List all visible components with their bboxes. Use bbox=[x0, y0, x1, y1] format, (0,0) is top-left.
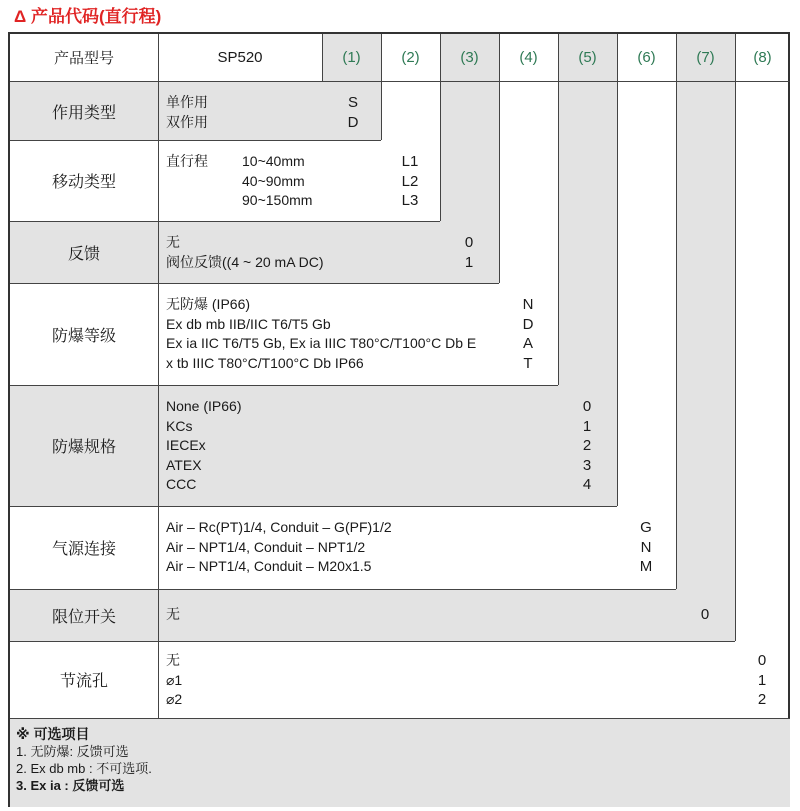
model-label: 产品型号 bbox=[53, 50, 114, 67]
divider bbox=[158, 82, 159, 718]
position-header-8 bbox=[735, 34, 790, 81]
option-text: Air – Rc(PT)1/4, Conduit – G(PF)1/2 bbox=[166, 519, 392, 535]
option-text: 无 bbox=[166, 234, 180, 250]
divider bbox=[158, 34, 159, 82]
model-label-cell bbox=[10, 34, 158, 81]
column-shade-7 bbox=[676, 82, 735, 589]
note-item: 3. Ex ia : 反馈可选 bbox=[16, 778, 125, 793]
divider bbox=[440, 82, 441, 221]
option-list bbox=[166, 295, 476, 373]
code-value: 1 bbox=[464, 253, 474, 271]
option-text: 双作用 bbox=[166, 113, 208, 130]
divider bbox=[322, 34, 323, 82]
option-text: ⌀2 bbox=[166, 691, 183, 707]
divider bbox=[558, 34, 559, 82]
divider bbox=[381, 34, 382, 82]
option-text: x tb IIIC T80°C/T100°C Db IP66 bbox=[166, 354, 364, 371]
divider bbox=[440, 34, 441, 82]
divider bbox=[617, 34, 618, 82]
option-text: ⌀1 bbox=[166, 671, 183, 688]
option-text: 无防爆 (IP66) bbox=[166, 296, 251, 312]
position-header-2 bbox=[381, 34, 440, 81]
code-value: 2 bbox=[582, 437, 592, 454]
code-value: 1 bbox=[757, 671, 767, 689]
position-header-4 bbox=[499, 34, 558, 81]
option-text: Air – NPT1/4, Conduit – M20x1.5 bbox=[166, 558, 372, 574]
position-header-5 bbox=[558, 34, 617, 81]
code-value: 3 bbox=[582, 456, 592, 474]
code-value: G bbox=[640, 519, 652, 536]
row-label-text: 防爆规格 bbox=[51, 439, 116, 456]
divider bbox=[676, 82, 677, 589]
column-shade-5 bbox=[558, 82, 617, 385]
row-label-text: 气源连接 bbox=[51, 541, 116, 558]
option-text: 无 bbox=[166, 652, 180, 668]
divider bbox=[735, 82, 736, 641]
position-label: (3) bbox=[460, 49, 479, 66]
option-prefix: 直行程 bbox=[166, 153, 208, 169]
position-label: (8) bbox=[753, 49, 772, 66]
code-value: 0 bbox=[582, 398, 592, 415]
code-value: N bbox=[640, 538, 652, 556]
option-list bbox=[166, 397, 241, 495]
notes bbox=[16, 726, 152, 794]
option-list bbox=[242, 152, 312, 211]
divider bbox=[499, 82, 500, 283]
row-label-text: 限位开关 bbox=[51, 608, 116, 626]
code-list bbox=[633, 518, 659, 577]
code-value: 0 bbox=[700, 606, 710, 623]
code-value: A bbox=[522, 335, 533, 352]
code-value: L1 bbox=[401, 153, 419, 170]
divider bbox=[499, 34, 500, 82]
row-content-bg bbox=[158, 589, 735, 641]
option-text: 10~40mm bbox=[242, 153, 305, 169]
row-label-text: 反馈 bbox=[67, 245, 100, 263]
page-title: Δ 产品代码(直行程) bbox=[14, 7, 162, 26]
position-label: (7) bbox=[696, 49, 715, 66]
option-text: 单作用 bbox=[166, 94, 208, 110]
row-label-travel-type bbox=[10, 140, 158, 221]
option-text: IECEx bbox=[166, 437, 206, 453]
note-item: 2. Ex db mb : 不可选项. bbox=[16, 761, 152, 776]
divider bbox=[676, 34, 677, 82]
option-text: None (IP66) bbox=[166, 398, 242, 414]
position-label: (2) bbox=[401, 49, 420, 66]
option-text: Ex db mb IIB/IIC T6/T5 Gb bbox=[166, 315, 331, 332]
code-value: D bbox=[522, 315, 534, 333]
row-label-text: 节流孔 bbox=[59, 673, 108, 690]
code-value: 4 bbox=[582, 476, 592, 493]
code-value: M bbox=[639, 558, 653, 575]
option-list bbox=[166, 651, 182, 710]
position-label: (1) bbox=[342, 49, 361, 66]
model-value: SP520 bbox=[217, 49, 263, 66]
code-list bbox=[749, 651, 775, 710]
option-list bbox=[166, 93, 208, 132]
code-value: T bbox=[523, 354, 533, 372]
code-list bbox=[515, 295, 541, 373]
option-list bbox=[166, 518, 392, 577]
code-value: 0 bbox=[464, 234, 474, 251]
row-label-feedback bbox=[10, 221, 158, 283]
divider bbox=[617, 82, 618, 506]
option-text: 阀位反馈((4 ~ 20 mA DC) bbox=[166, 253, 324, 270]
row-label-limit-switch bbox=[10, 589, 158, 641]
option-list bbox=[166, 233, 324, 272]
code-value: 1 bbox=[582, 417, 592, 435]
position-header-7 bbox=[676, 34, 735, 81]
row-label-text: 作用类型 bbox=[51, 104, 116, 122]
row-label-text: 防爆等级 bbox=[51, 327, 116, 345]
position-label: (4) bbox=[519, 49, 538, 66]
divider bbox=[558, 82, 559, 385]
position-header-6 bbox=[617, 34, 676, 81]
code-value: N bbox=[522, 296, 534, 313]
note-item: 1. 无防爆: 反馈可选 bbox=[16, 744, 129, 759]
option-text: ATEX bbox=[166, 456, 202, 473]
option-text: Ex ia IIC T6/T5 Gb, Ex ia IIIC T80°C/T100°C Db E bbox=[166, 335, 477, 351]
position-header-1 bbox=[322, 34, 381, 81]
code-value: S bbox=[347, 94, 358, 111]
row-label-orifice bbox=[10, 641, 158, 718]
column-shade-3 bbox=[440, 82, 499, 221]
option-text: 40~90mm bbox=[242, 172, 305, 189]
model-value-cell bbox=[158, 34, 322, 81]
code-value: D bbox=[347, 113, 359, 131]
code-value: L2 bbox=[401, 172, 419, 190]
code-list bbox=[574, 397, 600, 495]
notes-heading: ※ 可选项目 bbox=[16, 726, 90, 742]
divider bbox=[381, 82, 382, 140]
row-label-text: 移动类型 bbox=[51, 174, 116, 191]
position-header-3 bbox=[440, 34, 499, 81]
code-value: L3 bbox=[401, 192, 419, 209]
option-text: CCC bbox=[166, 476, 197, 492]
option-text: Air – NPT1/4, Conduit – NPT1/2 bbox=[166, 538, 366, 555]
code-list bbox=[692, 605, 718, 625]
position-label: (5) bbox=[578, 49, 597, 66]
code-value: 0 bbox=[757, 652, 767, 669]
code-list bbox=[456, 233, 482, 272]
row-label-air-connection bbox=[10, 506, 158, 589]
code-value: 2 bbox=[757, 691, 767, 708]
option-text: 90~150mm bbox=[242, 192, 313, 208]
divider bbox=[735, 34, 736, 82]
row-label-explosion-spec bbox=[10, 385, 158, 506]
code-list bbox=[340, 93, 366, 132]
row-label-action-type bbox=[10, 82, 158, 140]
row-label-explosion-grade bbox=[10, 283, 158, 385]
code-list bbox=[397, 152, 423, 211]
position-label: (6) bbox=[637, 49, 656, 66]
option-text: KCs bbox=[166, 417, 193, 434]
option-text: 无 bbox=[166, 606, 180, 622]
product-code-table bbox=[8, 32, 790, 807]
